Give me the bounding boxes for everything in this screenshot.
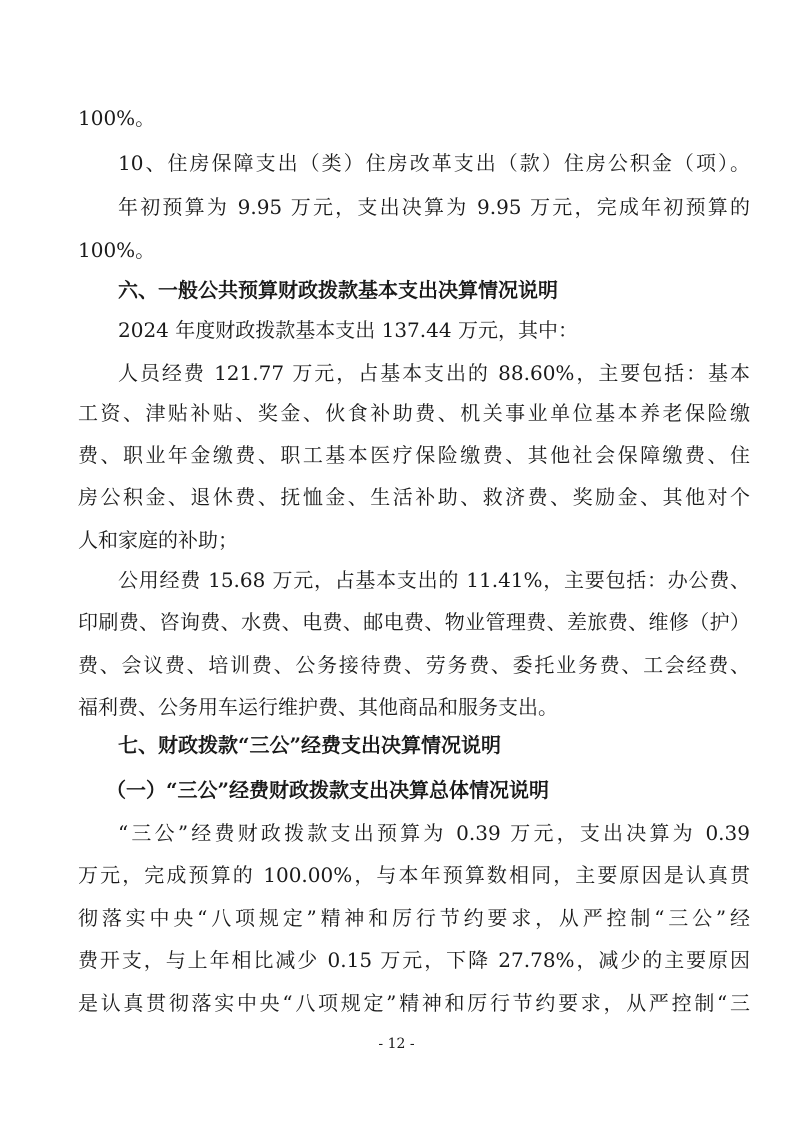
body-text-line: 是认真贯彻落实中央“八项规定”精神和厉行节约要求，从严控制“三 [78,991,750,1015]
body-text-line: “三公”经费财政拨款支出预算为 0.39 万元，支出决算为 0.39 [118,821,750,845]
body-text-line: 工资、津贴补贴、奖金、伙食补助费、机关事业单位基本养老保险缴 [78,401,750,425]
section-heading: 七、财政拨款“三公”经费支出决算情况说明 [118,733,502,757]
body-text-line: 费、职业年金缴费、职工基本医疗保险缴费、其他社会保障缴费、住 [78,443,750,467]
page-number: - 12 - [378,1036,415,1052]
body-text-line: 2024 年度财政拨款基本支出 137.44 万元，其中： [118,318,578,342]
body-text-line: 10、住房保障支出（类）住房改革支出（款）住房公积金（项）。 [118,151,750,175]
body-text-line: 100%。 [78,238,156,262]
body-text-line: 万元，完成预算的 100.00%，与本年预算数相同，主要原因是认真贯 [78,863,750,887]
body-text-line: 年初预算为 9.95 万元，支出决算为 9.95 万元，完成年初预算的 [118,195,750,219]
body-text-line: 人员经费 121.77 万元，占基本支出的 88.60%，主要包括：基本 [118,361,750,385]
body-text-line: 费、会议费、培训费、公务接待费、劳务费、委托业务费、工会经费、 [78,653,750,677]
body-text-line: 彻落实中央“八项规定”精神和厉行节约要求，从严控制“三公”经 [78,906,750,930]
body-text-line: 人和家庭的补助； [78,528,238,552]
body-text-line: 费开支，与上年相比减少 0.15 万元，下降 27.78%，减少的主要原因 [78,948,750,972]
body-text-line: 公用经费 15.68 万元，占基本支出的 11.41%，主要包括：办公费、 [118,568,750,592]
body-text-line: 房公积金、退休费、抚恤金、生活补助、救济费、奖励金、其他对个 [78,485,750,509]
body-text-line: 福利费、公务用车运行维护费、其他商品和服务支出。 [78,695,558,719]
subsection-heading: （一）“三公”经费财政拨款支出决算总体情况说明 [106,778,550,802]
body-text-line: 印刷费、咨询费、水费、电费、邮电费、物业管理费、差旅费、维修（护） [78,610,750,634]
section-heading: 六、一般公共预算财政拨款基本支出决算情况说明 [118,278,558,302]
body-text-line: 100%。 [78,106,156,130]
